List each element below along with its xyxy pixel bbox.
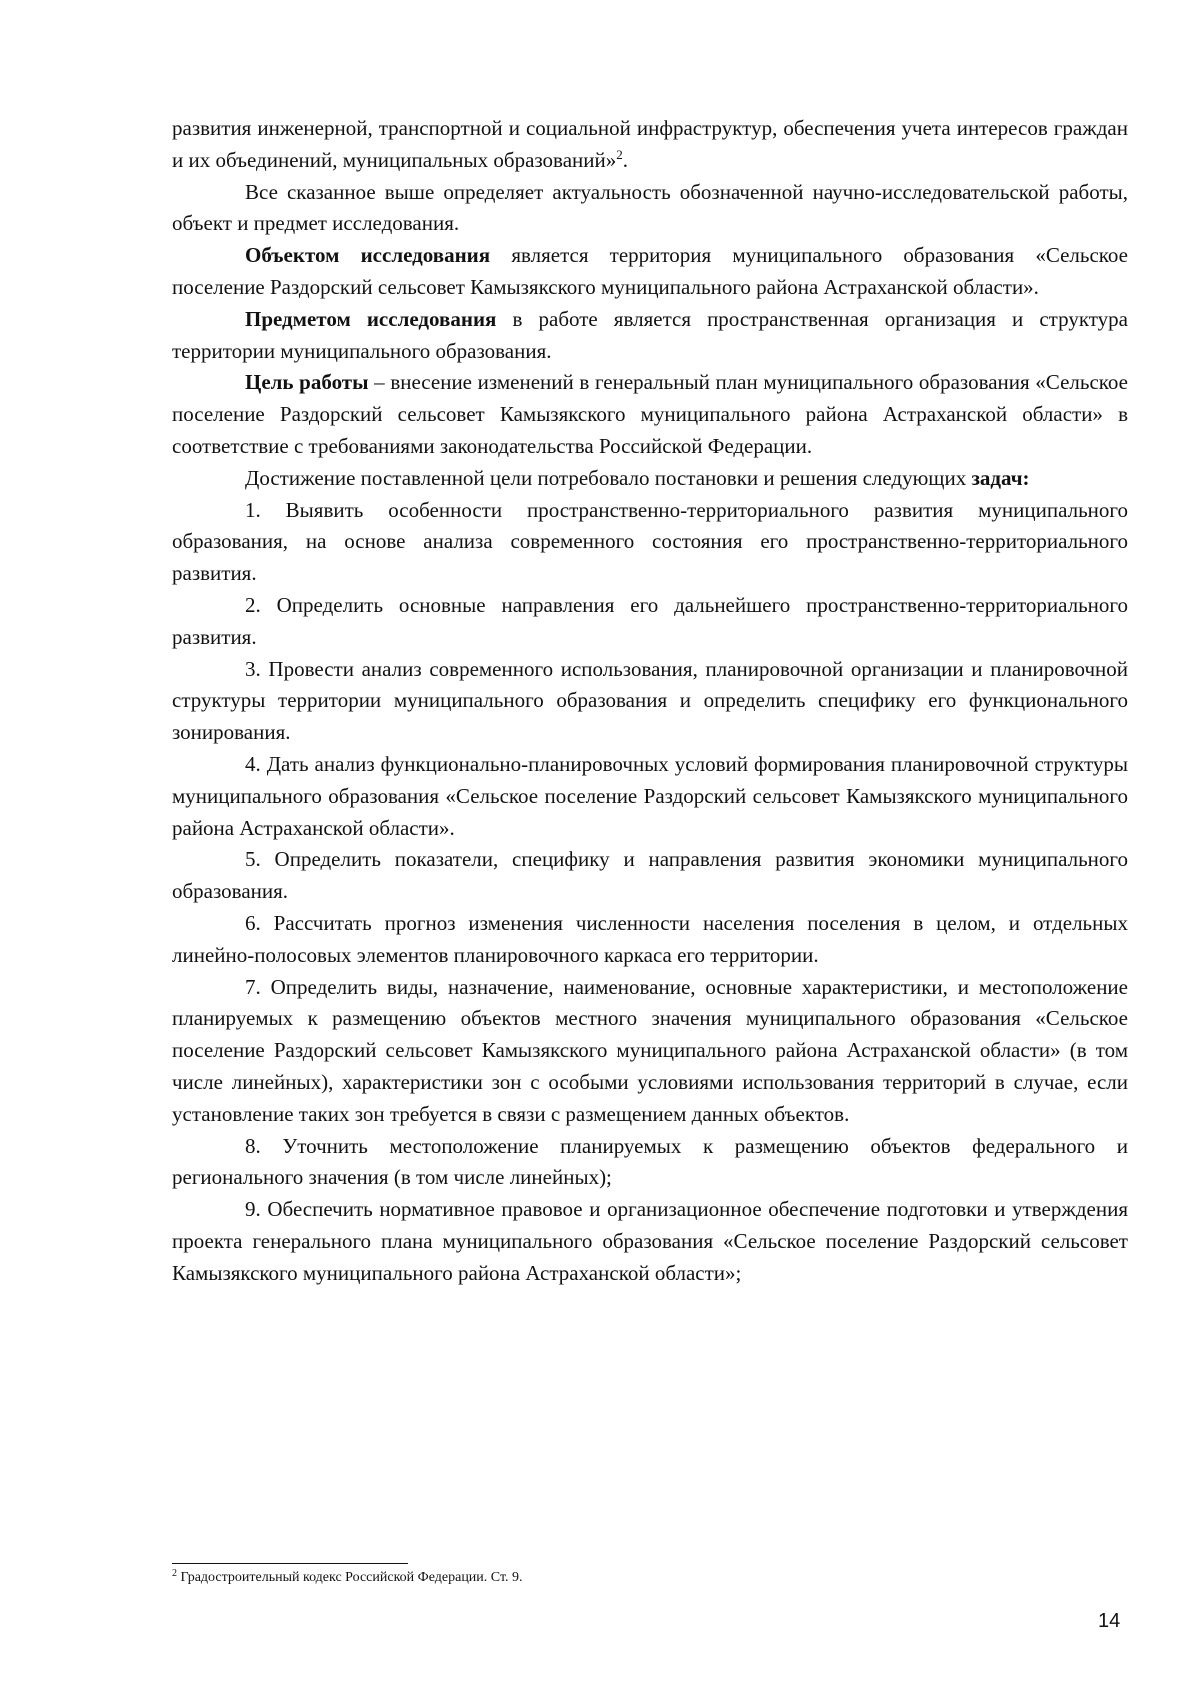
paragraph-relevance [172, 177, 1128, 241]
footnote-separator [172, 1563, 408, 1564]
paragraph-subject [172, 304, 1128, 368]
paragraph-text: – внесение изменений в генеральный план муниципального образования «Сельское поселение Раздорский сельсовет Камызякского муниципального района Астраханской области» в соответствие с требованиями законодательства Российской Федерации. [172, 370, 1128, 458]
footnote-reference[interactable]: 2 [616, 146, 623, 162]
task-item: 4. Дать анализ функционально-планировочных условий формирования планировочной структуры муниципального образования «Сельское поселение Раздорский сельсовет Камызякского муниципального района Астраханской области». [172, 751, 1128, 840]
task-item: 7. Определить виды, назначение, наименование, основные характеристики, и местоположение планируемых к размещению объектов местного значения муниципального образования «Сельское поселение Раздорский сельсовет Камызякского муниципального района Астраханской области» (в том числе линейных), характеристики зон с особыми условиями использования территорий в случае, если установление таких зон требуется в связи с размещением данных объектов. [172, 974, 1128, 1126]
bold-term: задач: [971, 465, 1030, 490]
task-item: 2. Определить основные направления его дальнейшего пространственно-территориального развития. [172, 592, 1128, 649]
bold-term: Цель работы [245, 370, 369, 395]
paragraph-text: Достижение поставленной цели потребовало постановки и решения следующих [245, 465, 972, 490]
paragraph-text: развития инженерной, транспортной и социальной инфраструктур, обеспечения учета интересов граждан и их объединений, муниципальных образований» [172, 116, 1128, 172]
page-number: 14 [1098, 1610, 1121, 1632]
paragraph-text: Все сказанное выше определяет актуальность обозначенной научно-исследовательской работы, объект и предмет исследования. [172, 179, 1128, 236]
paragraph-text: в работе является пространственная организация и структура территории муниципального образования. [172, 306, 1128, 363]
footnote-text: Градостроительный кодекс Российской Федерации. Ст. 9. [177, 1570, 523, 1585]
paragraph-tasks-intro [172, 463, 1128, 495]
bold-term: Предметом исследования [245, 306, 497, 331]
paragraph-tail: . [622, 147, 628, 172]
task-item: 3. Провести анализ современного использования, планировочной организации и планировочной структуры территории муниципального образования и определить специфику его функционального зонирования. [172, 656, 1128, 745]
paragraph-continuation [172, 113, 1128, 177]
body-text [172, 113, 1128, 1289]
footnote-marker: 2 [172, 1568, 177, 1579]
paragraph-text: является территория муниципального образования «Сельское поселение Раздорский сельсовет Камызякского муниципального района Астраханской области». [172, 243, 1128, 299]
task-item: 6. Рассчитать прогноз изменения численности населения поселения в целом, и отдельных линейно-полосовых элементов планировочного каркаса его территории. [172, 910, 1128, 967]
task-item: 5. Определить показатели, специфику и направления развития экономики муниципального образования. [172, 847, 1128, 904]
paragraph-object [172, 240, 1128, 304]
bold-term: Объектом исследования [245, 243, 491, 268]
task-item: 9. Обеспечить нормативное правовое и организационное обеспечение подготовки и утверждения проекта генерального плана муниципального образования «Сельское поселение Раздорский сельсовет Камызякского муниципального района Астраханской области»; [172, 1197, 1128, 1285]
task-item: 1. Выявить особенности пространственно-территориального развития муниципального образования, на основе анализа современного состояния его пространственно-территориального развития. [172, 497, 1128, 586]
task-item: 8. Уточнить местоположение планируемых к размещению объектов федерального и регионального значения (в том числе линейных); [172, 1133, 1128, 1190]
paragraph-goal [172, 367, 1128, 462]
footnote [172, 1568, 523, 1588]
